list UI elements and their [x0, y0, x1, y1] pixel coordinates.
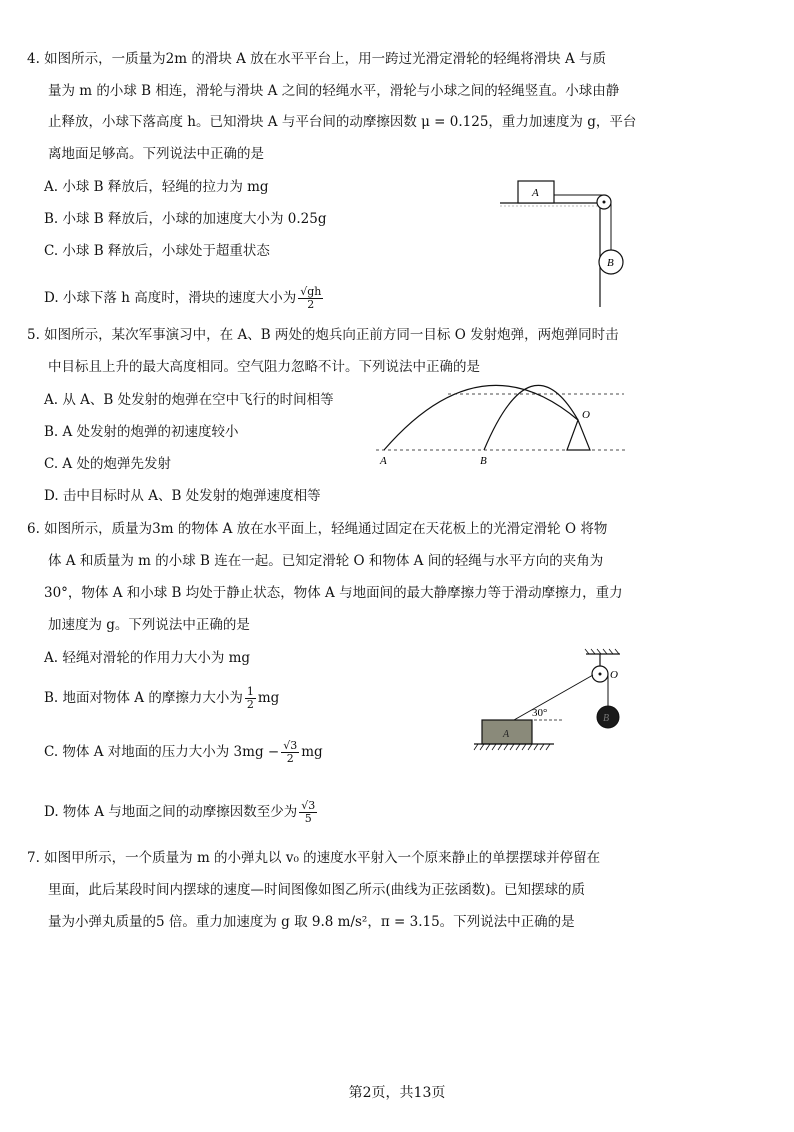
- q6-block-label: A: [503, 729, 510, 740]
- q6-ceiling-hatch: [585, 649, 619, 654]
- q6-ball-label: B: [603, 713, 610, 724]
- page-number-footer: 第2页，共13页: [348, 1085, 446, 1101]
- q5-label-b: B: [480, 455, 487, 467]
- q6-option-c-numerator: √3: [283, 739, 298, 752]
- q4-option-b: B. 小球 B 释放后，小球的加速度大小为 0.25g: [44, 211, 327, 227]
- q6-label-o: O: [610, 669, 618, 681]
- q4-line-1: 4. 如图所示，一质量为2m 的滑块 A 放在水平平台上，用一跨过光滑定滑轮的轻绳将滑块 A 与质: [27, 51, 607, 67]
- q6-line-1: 6. 如图所示，质量为3m 的物体 A 放在水平面上，轻绳通过固定在天花板上的光滑定滑轮 O 将物: [27, 521, 608, 537]
- q7-line-2: 里面，此后某段时间内摆球的速度—时间图像如图乙所示(曲线为正弦函数)。已知摆球的质: [48, 882, 586, 898]
- q5-option-d: D. 击中目标时从 A、B 处发射的炮弹速度相等: [44, 488, 321, 504]
- q4-block-label: A: [532, 187, 539, 199]
- q4-option-d-numerator: √gh: [300, 285, 322, 298]
- q6-option-c-fraction: [281, 740, 299, 765]
- q4-line-3: 止释放，小球下落高度 h。已知滑块 A 与平台间的动摩擦因数 μ = 0.125，重力加速度为 g，平台: [48, 114, 637, 130]
- q4-line-2: 量为 m 的小球 B 相连，滑轮与滑块 A 之间的轻绳水平，滑轮与小球之间的轻绳竖直。小球由静: [48, 83, 620, 99]
- q5-line-1: 5. 如图所示，某次军事演习中，在 A、B 两处的炮兵向正前方同一目标 O 发射炮弹，两炮弹同时击: [27, 327, 619, 343]
- q4-figure: [500, 172, 640, 312]
- q5-figure: [376, 388, 636, 468]
- q5-option-a: A. 从 A、B 处发射的炮弹在空中飞行的时间相等: [44, 392, 334, 408]
- q4-option-d-denominator: 2: [307, 298, 315, 311]
- q6-line-4: 加速度为 g。下列说法中正确的是: [48, 617, 250, 633]
- q6-option-d: [44, 800, 319, 825]
- q5-trajectory-b: [484, 385, 578, 450]
- q6-option-c: [44, 740, 323, 765]
- q6-option-c-unit: mg: [301, 744, 323, 760]
- q4-option-d-text: D. 小球下落 h 高度时，滑块的速度大小为: [44, 290, 297, 306]
- q6-option-b-text: B. 地面对物体 A 的摩擦力大小为: [44, 690, 243, 706]
- q6-option-b-unit: mg: [257, 690, 280, 706]
- q6-option-b: [44, 686, 279, 711]
- q6-option-d-fraction: [299, 800, 317, 825]
- q5-label-a: A: [380, 455, 387, 467]
- q4-ball-label: B: [607, 257, 614, 269]
- q7-line-1: 7. 如图甲所示，一个质量为 m 的小弹丸以 v₀ 的速度水平射入一个原来静止的单摆摆球并停留在: [27, 850, 601, 866]
- q5-trajectory-a: [384, 385, 578, 450]
- q6-pulley-axle: [599, 673, 602, 676]
- q6-line-3: 30°，物体 A 和小球 B 均处于静止状态，物体 A 与地面间的最大静摩擦力等于滑动摩擦力，重力: [44, 585, 623, 601]
- q7-line-3: 量为小弹丸质量的5 倍。重力加速度为 g 取 9.8 m/s²，π = 3.15。下列说法中正确的是: [48, 914, 575, 930]
- q4-option-d-fraction: [298, 286, 323, 311]
- q6-option-d-denominator: 5: [304, 812, 312, 825]
- q6-option-d-numerator: √3: [301, 799, 316, 812]
- q5-option-c: C. A 处的炮弹先发射: [44, 456, 171, 472]
- q6-line-2: 体 A 和质量为 m 的小球 B 连在一起。已知定滑轮 O 和物体 A 间的轻绳与水平方向的夹角为: [48, 553, 604, 569]
- q5-target-stand: [567, 420, 590, 450]
- q4-option-a: A. 小球 B 释放后，轻绳的拉力为 mg: [44, 179, 269, 195]
- q6-option-b-denominator: 2: [246, 698, 254, 711]
- q6-option-c-text: C. 物体 A 对地面的压力大小为 3mg −: [44, 744, 280, 760]
- q4-option-d: [44, 286, 325, 311]
- q6-ground-hatch: [474, 744, 550, 750]
- q6-option-b-numerator: 1: [246, 685, 254, 698]
- q6-figure: [474, 644, 634, 754]
- q4-option-c: C. 小球 B 释放后，小球处于超重状态: [44, 243, 270, 259]
- q4-line-4: 离地面足够高。下列说法中正确的是: [48, 146, 264, 162]
- q6-option-a: A. 轻绳对滑轮的作用力大小为 mg: [44, 650, 251, 666]
- q6-option-c-denominator: 2: [286, 752, 294, 765]
- q5-line-2: 中目标且上升的最大高度相同。空气阻力忽略不计。下列说法中正确的是: [48, 359, 480, 375]
- q6-option-d-text: D. 物体 A 与地面之间的动摩擦因数至少为: [44, 804, 298, 820]
- q4-pulley-axle: [603, 201, 606, 204]
- q6-angle-label: 30°: [532, 707, 548, 719]
- q6-rope-inclined: [514, 675, 593, 720]
- q6-option-b-fraction: [245, 686, 256, 711]
- q5-option-b: B. A 处发射的炮弹的初速度较小: [44, 424, 239, 440]
- q5-label-o: O: [582, 409, 590, 421]
